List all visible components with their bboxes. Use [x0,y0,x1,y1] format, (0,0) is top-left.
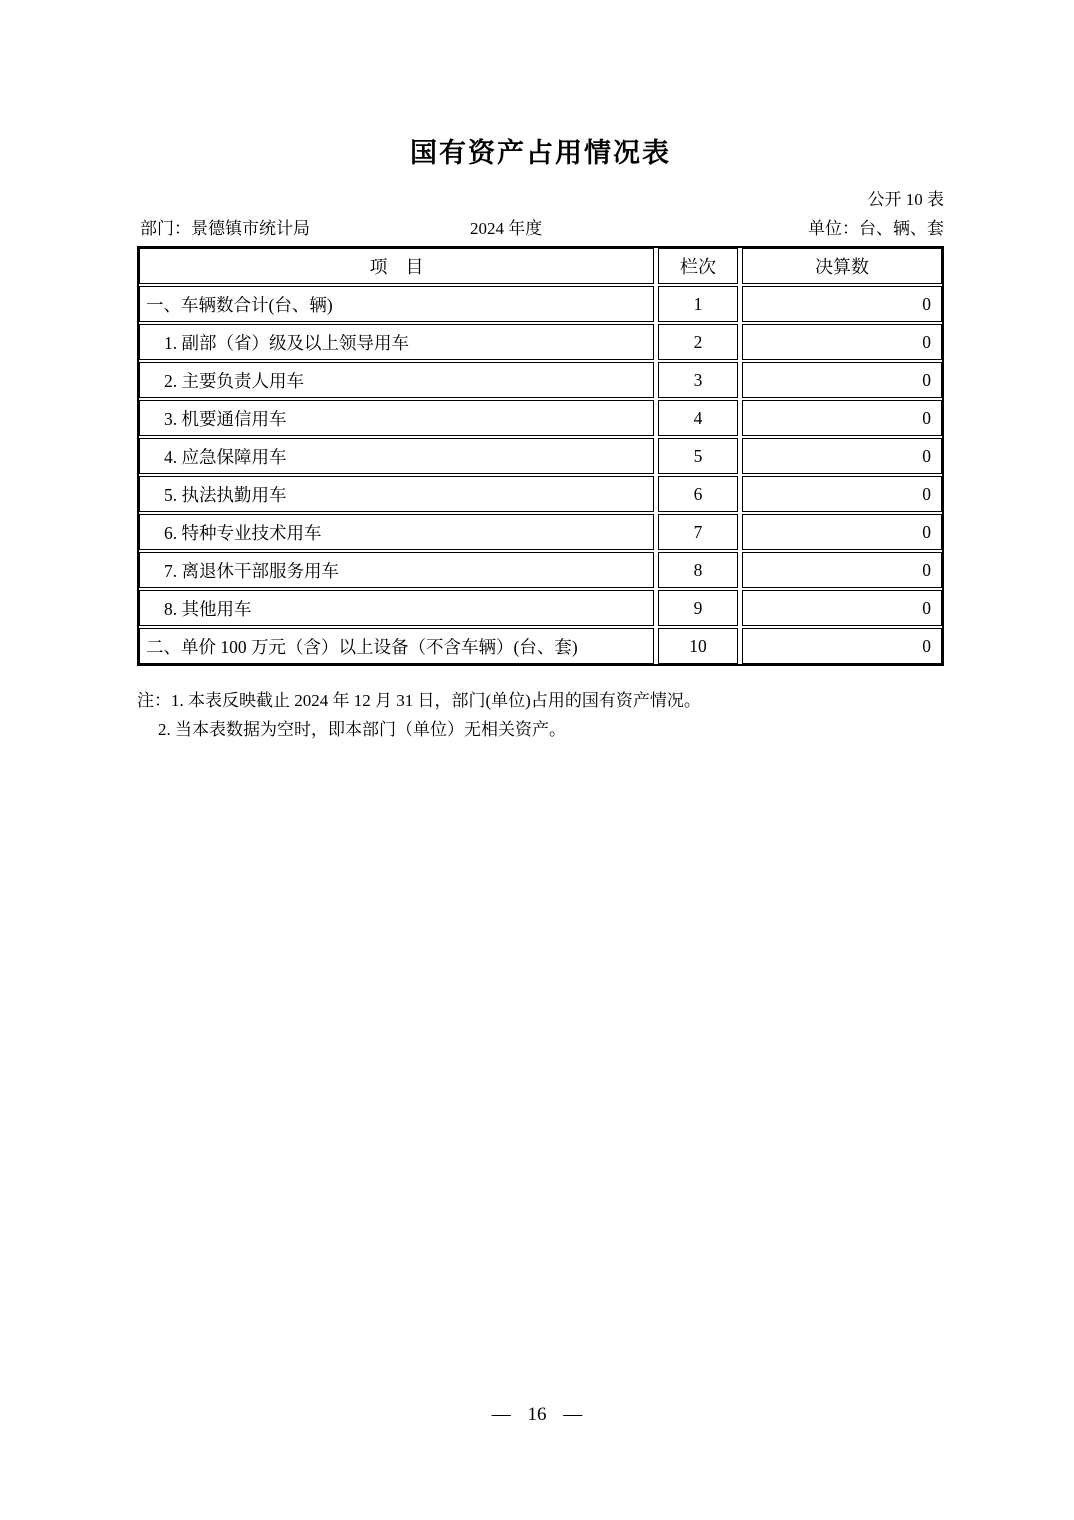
table-row-value-cell: 0 [742,324,942,360]
table-row-index-cell: 10 [658,628,738,664]
column-header-item: 项 目 [139,248,654,284]
page-title: 国有资产占用情况表 [410,138,671,168]
content-area [137,0,944,740]
table-row-item-cell: 8. 其他用车 [139,590,654,626]
fiscal-year-label: 2024 年度 [470,219,543,238]
assets-table-grid [139,248,942,664]
table-row-index-cell: 9 [658,590,738,626]
table-row-value-cell: 0 [742,438,942,474]
table-row-value-cell: 0 [742,362,942,398]
note-line-1: 注：1. 本表反映截止 2024 年 12 月 31 日，部门(单位)占用的国有资产情况。 [137,691,701,710]
table-row-value-cell: 0 [742,552,942,588]
page-number: — 16 — [491,1404,583,1425]
table-row-value-cell: 0 [742,590,942,626]
table-meta-row [137,218,944,239]
table-row-index-cell: 4 [658,400,738,436]
table-row-value-cell: 0 [742,476,942,512]
table-row-index-cell: 6 [658,476,738,512]
table-row-value-cell: 0 [742,514,942,550]
table-row-index-cell: 3 [658,362,738,398]
note-line-2: 2. 当本表数据为空时，即本部门（单位）无相关资产。 [158,720,566,739]
table-row-item-cell: 5. 执法执勤用车 [139,476,654,512]
column-header-amount: 决算数 [742,248,942,284]
table-notes [137,690,944,740]
table-row-item-cell: 2. 主要负责人用车 [139,362,654,398]
table-row-item-cell: 4. 应急保障用车 [139,438,654,474]
table-row-item-cell: 7. 离退休干部服务用车 [139,552,654,588]
assets-table [137,246,944,666]
column-header-index: 栏次 [658,248,738,284]
sheet-label: 公开 10 表 [867,190,944,209]
table-row-value-cell: 0 [742,628,942,664]
table-row-item-cell: 3. 机要通信用车 [139,400,654,436]
table-row-value-cell: 0 [742,400,942,436]
table-row-index-cell: 8 [658,552,738,588]
table-row-index-cell: 2 [658,324,738,360]
table-row-index-cell: 1 [658,286,738,322]
department-label: 部门：景德镇市统计局 [140,219,310,238]
table-row-item-cell: 二、单价 100 万元（含）以上设备（不含车辆）(台、套) [139,628,654,664]
table-row-index-cell: 7 [658,514,738,550]
table-row-item-cell: 一、车辆数合计(台、辆) [139,286,654,322]
table-row-index-cell: 5 [658,438,738,474]
unit-label: 单位：台、辆、套 [808,219,944,238]
table-row-item-cell: 6. 特种专业技术用车 [139,514,654,550]
table-row-item-cell: 1. 副部（省）级及以上领导用车 [139,324,654,360]
table-row-value-cell: 0 [742,286,942,322]
